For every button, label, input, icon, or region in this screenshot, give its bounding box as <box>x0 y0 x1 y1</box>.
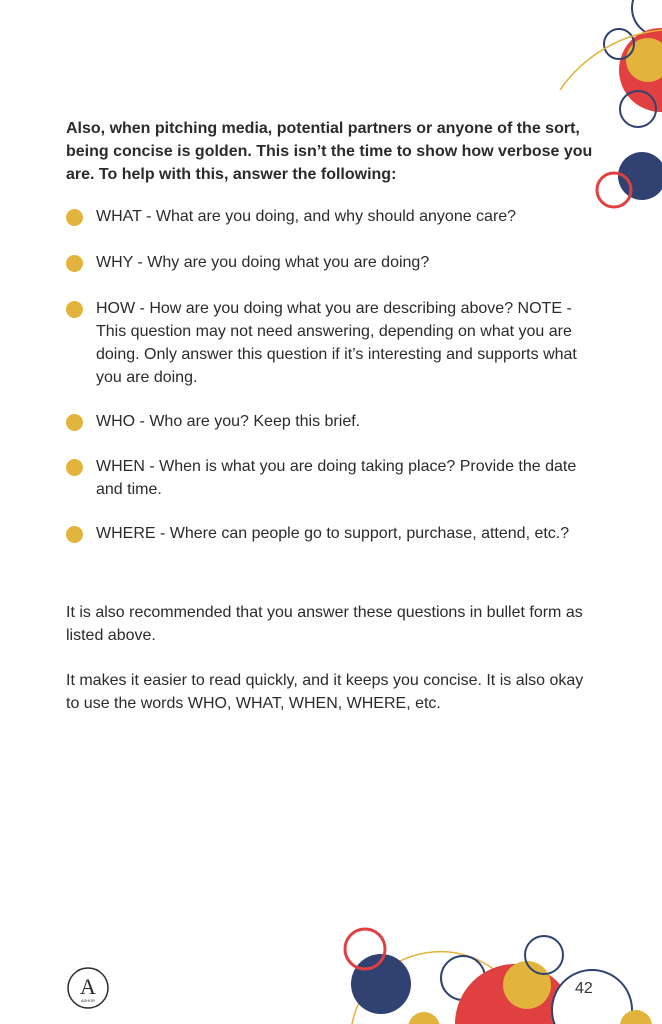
list-item-why <box>66 251 596 274</box>
page-number: 42 <box>575 980 593 997</box>
bullet-dot-icon <box>66 459 83 476</box>
list-item-text: WHO - Who are you? Keep this brief. <box>96 413 361 430</box>
list-item-text: WHAT - What are you doing, and why should anyone care? <box>96 208 517 225</box>
paragraph-concise: It makes it easier to read quickly, and it keeps you concise. It is also okay to use the words WHO, WHAT, WHEN, WHERE, etc. <box>66 672 584 712</box>
bullet-dot-icon <box>66 414 83 431</box>
list-item-who <box>66 410 596 433</box>
list-item-text: WHY - Why are you doing what you are doing? <box>96 254 430 271</box>
list-item-text: HOW - How are you doing what you are describing above? NOTE - This question may not need answering, depending on what you are doing. Only answer this question if it’s interesting and supports what you are doing. <box>96 300 577 386</box>
list-item-text: WHERE - Where can people go to support, purchase, attend, etc.? <box>96 525 570 542</box>
bullet-dot-icon <box>66 209 83 226</box>
intro-text: Also, when pitching media, potential partners or anyone of the sort, being concise is golden. This isn’t the time to show how verbose you are. To help with this, answer the following: <box>66 120 593 183</box>
logo-letter: A <box>80 974 96 999</box>
ashor-logo <box>66 966 110 1010</box>
bullet-dot-icon <box>66 526 83 543</box>
list-item-where <box>66 522 596 545</box>
question-list <box>66 205 596 545</box>
logo-text: ASHOR <box>80 998 96 1003</box>
paragraph-recommendation: It is also recommended that you answer these questions in bullet form as listed above. <box>66 604 583 644</box>
list-item-how <box>66 297 596 389</box>
list-item-text: WHEN - When is what you are doing taking place? Provide the date and time. <box>96 458 577 498</box>
list-item-what <box>66 205 596 228</box>
bullet-dot-icon <box>66 255 83 272</box>
list-item-when <box>66 455 596 501</box>
bullet-dot-icon <box>66 301 83 318</box>
